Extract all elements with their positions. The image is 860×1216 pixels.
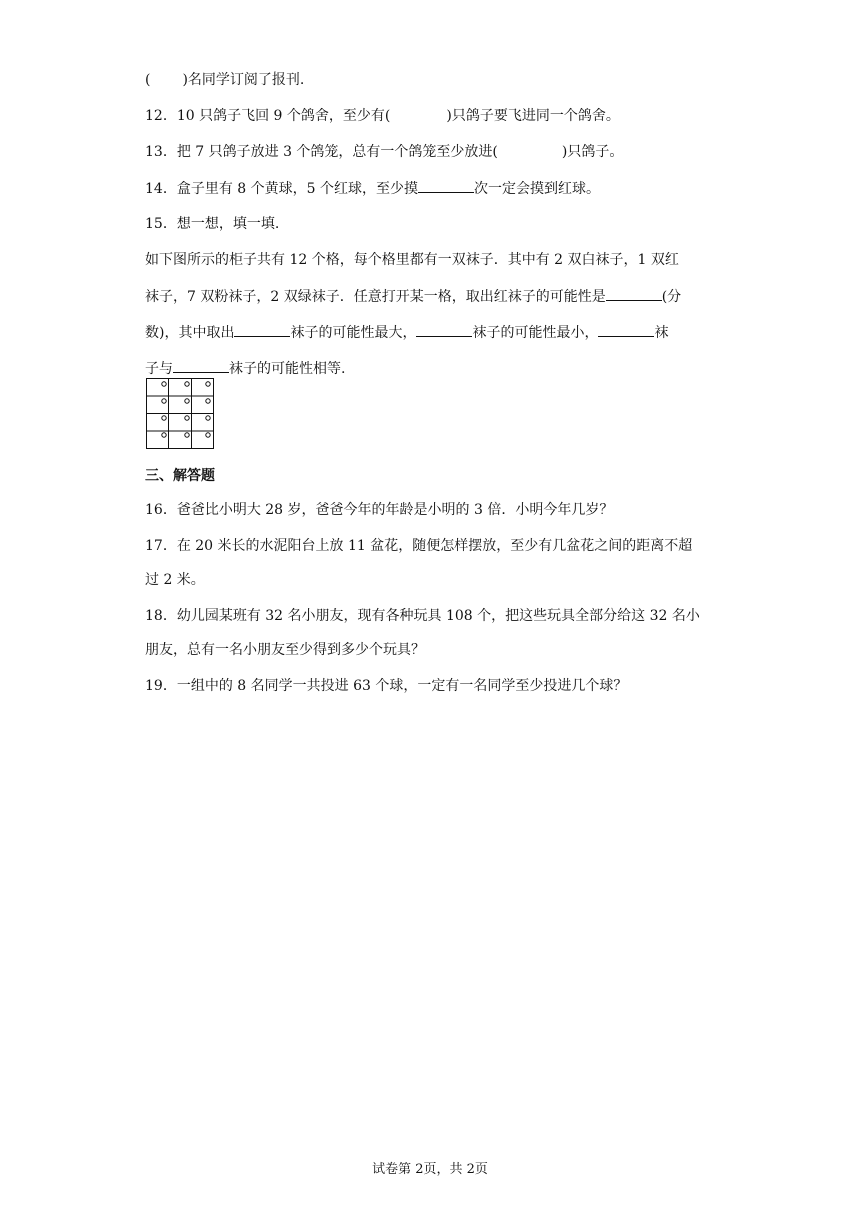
knob [185,399,189,403]
answer-blank [606,286,662,301]
question-15-line-2: 袜子，7 双粉袜子，2 双绿袜子．任意打开某一格，取出红袜子的可能性是 (分 [145,286,681,307]
knob [162,382,166,386]
question-15-line-1: 如下图所示的柜子共有 12 个格，每个格里都有一双袜子．其中有 2 双白袜子，1 双红 [145,252,679,268]
knob [185,416,189,420]
section-heading: 三、解答题 [145,468,215,484]
knob [206,433,210,437]
answer-blank [234,322,290,337]
knob [185,382,189,386]
question-14: 14．盒子里有 8 个黄球，5 个红球，至少摸 次一定会摸到红球。 [145,178,600,199]
question-17-line-1: 17．在 20 米长的水泥阳台上放 11 盆花，随便怎样摆放，至少有几盆花之间的距离不超 [145,538,693,554]
question-15-line-4: 子与 袜子的可能性相等. [145,358,345,379]
answer-blank [418,178,474,193]
answer-blank [598,322,654,337]
question-15-title: 15．想一想，填一填. [145,216,280,232]
answer-blank [173,358,229,373]
question-12: 12．10 只鸽子飞回 9 个鸽舍，至少有( )只鸽子要飞进同一个鸽舍。 [145,108,620,124]
page-footer: 试卷第 2页，共 2页 [372,1162,488,1177]
question-19: 19．一组中的 8 名同学一共投进 63 个球，一定有一名同学至少投进几个球？ [145,678,628,694]
knob [206,399,210,403]
question-17-line-2: 过 2 米。 [145,572,205,588]
question-18-line-1: 18．幼儿园某班有 32 名小朋友，现有各种玩具 108 个，把这些玩具全部分给这 32 名小 [145,608,700,624]
question-16: 16．爸爸比小明大 28 岁，爸爸今年的年龄是小明的 3 倍．小明今年几岁？ [145,502,614,518]
question-15-line-3: 数)，其中取出 袜子的可能性最大， 袜子的可能性最小， 袜 [145,322,668,343]
cabinet-grid-figure [146,378,214,449]
answer-blank [416,322,472,337]
q11-continuation: ( )名同学订阅了报刊. [145,72,305,88]
question-13: 13．把 7 只鸽子放进 3 个鸽笼，总有一个鸽笼至少放进( )只鸽子。 [145,144,624,160]
knob [162,399,166,403]
question-18-line-2: 朋友，总有一名小朋友至少得到多少个玩具？ [145,642,425,658]
knob [206,416,210,420]
knob [162,416,166,420]
knob [162,433,166,437]
knob [206,382,210,386]
knob [185,433,189,437]
